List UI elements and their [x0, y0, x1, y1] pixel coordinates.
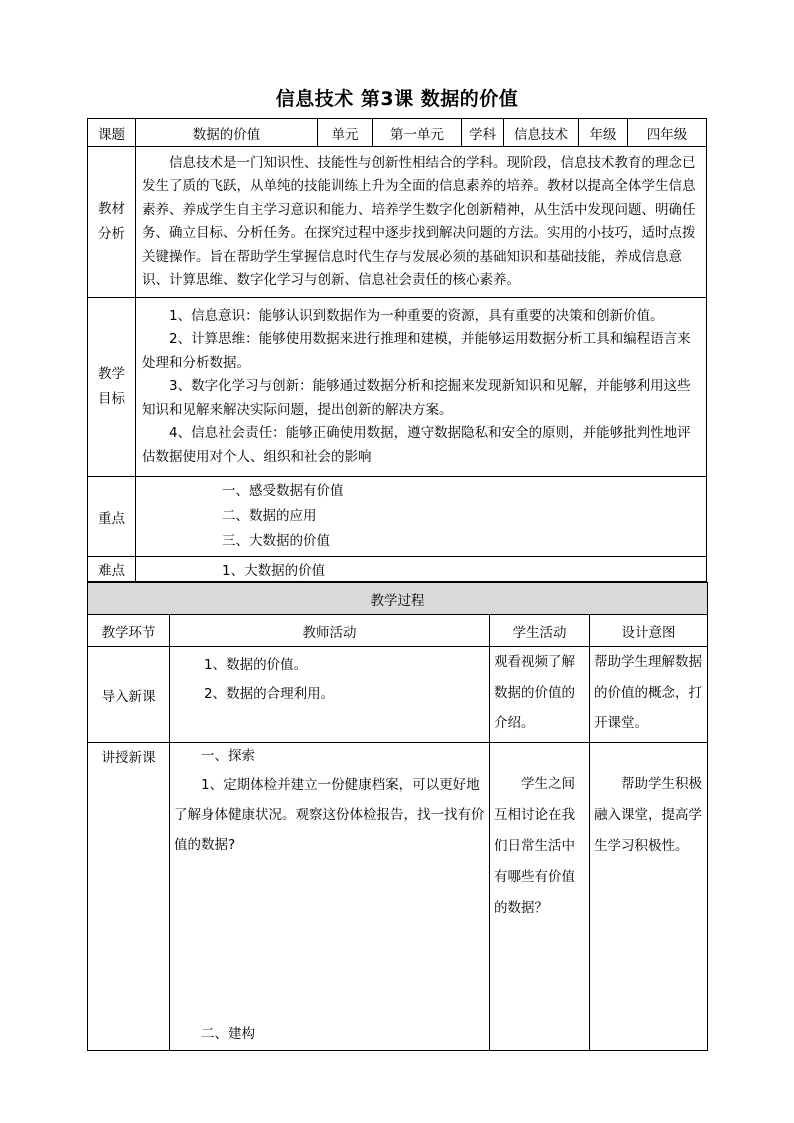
intro-teacher-item: 1、数据的价值。: [204, 657, 308, 673]
unit-label: 单元: [318, 119, 373, 147]
grade-label: 年级: [579, 119, 628, 147]
header-intent: 设计意图: [590, 615, 708, 647]
difficulty-text: 1、大数据的价值: [136, 557, 707, 582]
intro-stage: 导入新课: [88, 647, 170, 743]
grade-value: 四年级: [628, 119, 707, 147]
subject-value: 信息技术: [504, 119, 579, 147]
key-point-item: 一、感受数据有价值: [222, 483, 344, 499]
goal-item: 4、信息社会责任：能够正确使用数据，遵守数据隐私和安全的原则，并能够批判性地评估数据使用对个人、组织和社会的影响: [142, 425, 691, 465]
goals-label-line1: 教学: [98, 366, 125, 382]
difficulty-label: 难点: [88, 557, 136, 582]
page-title: 信息技术 第3课 数据的价值: [275, 88, 519, 110]
lecture-stage: 讲授新课: [88, 743, 170, 1051]
intro-student: 观看视频了解数据的价值的介绍。: [490, 647, 590, 743]
goals-label-line2: 目标: [98, 391, 125, 407]
goal-item: 1、信息意识：能够认识到数据作为一种重要的资源，具有重要的决策和创新价值。: [169, 307, 664, 324]
lecture-teacher-cell: [170, 743, 490, 1051]
lecture-intent-cell: [590, 743, 708, 1051]
process-table: [87, 582, 708, 1051]
key-point-item: 二、数据的应用: [222, 508, 317, 524]
analysis-label-line2: 分析: [98, 226, 125, 242]
unit-value: 第一单元: [373, 119, 462, 147]
subject-label: 学科: [462, 119, 504, 147]
analysis-text: 信息技术是一门知识性、技能性与创新性相结合的学科。现阶段，信息技术教育的理念已发生了质的飞跃，从单纯的技能训练上升为全面的信息素养的培养。教材以提高全体学生信息素养、养成学生自主学习意识和能力、培养学生数字化创新精神，从生活中发现问题、明确任务、确立目标、分析任务。在探究过程中逐步找到解决问题的方法。实用的小技巧，适时点拨关键操作。旨在帮助学生掌握信息时代生存与发展必须的基础知识和基础技能，养成信息意识、计算思维、数字化学习与创新、信息社会责任的核心素养。: [142, 154, 696, 288]
key-points-label: 重点: [88, 477, 136, 557]
intro-intent: 帮助学生理解数据的价值的概念，打开课堂。: [590, 647, 708, 743]
goals-cell: [136, 298, 707, 477]
lecture-student: 学生之间互相讨论在我们日常生活中有哪些有价值的数据？: [494, 776, 575, 916]
intro-teacher-item: 2、数据的合理利用。: [204, 686, 335, 702]
header-student: 学生活动: [490, 615, 590, 647]
goals-label: [88, 298, 136, 477]
analysis-cell: [136, 147, 707, 298]
goal-item: 3、数字化学习与创新：能够通过数据分析和挖掘来发现新知识和见解，并能够利用这些知识和见解来解决实际问题，提出创新的解决方案。: [142, 378, 691, 418]
course-label: 课题: [88, 119, 136, 147]
lecture-intent: 帮助学生积极融入课堂，提高学生学习积极性。: [594, 776, 702, 854]
analysis-label: [88, 147, 136, 298]
goal-item: 2、计算思维：能够使用数据来进行推理和建模，并能够运用数据分析工具和编程语言来处理和分析数据。: [142, 331, 691, 371]
lecture-student-cell: [490, 743, 590, 1051]
lecture-teacher-heading2: 二、建构: [201, 1026, 255, 1042]
lesson-info-table: [87, 118, 707, 582]
lecture-teacher-heading: 一、探索: [201, 748, 255, 764]
process-title: 教学过程: [88, 583, 708, 615]
header-teacher: 教师活动: [170, 615, 490, 647]
course-value: 数据的价值: [136, 119, 318, 147]
key-points-cell: [136, 477, 707, 557]
header-stage: 教学环节: [88, 615, 170, 647]
lecture-teacher-text: 1、定期体检并建立一份健康档案，可以更好地了解身体健康状况。观察这份体检报告，找一找有价值的数据?: [174, 777, 485, 853]
key-point-item: 三、大数据的价值: [222, 533, 330, 549]
intro-teacher-cell: [170, 647, 490, 743]
analysis-label-line1: 教材: [98, 201, 125, 217]
